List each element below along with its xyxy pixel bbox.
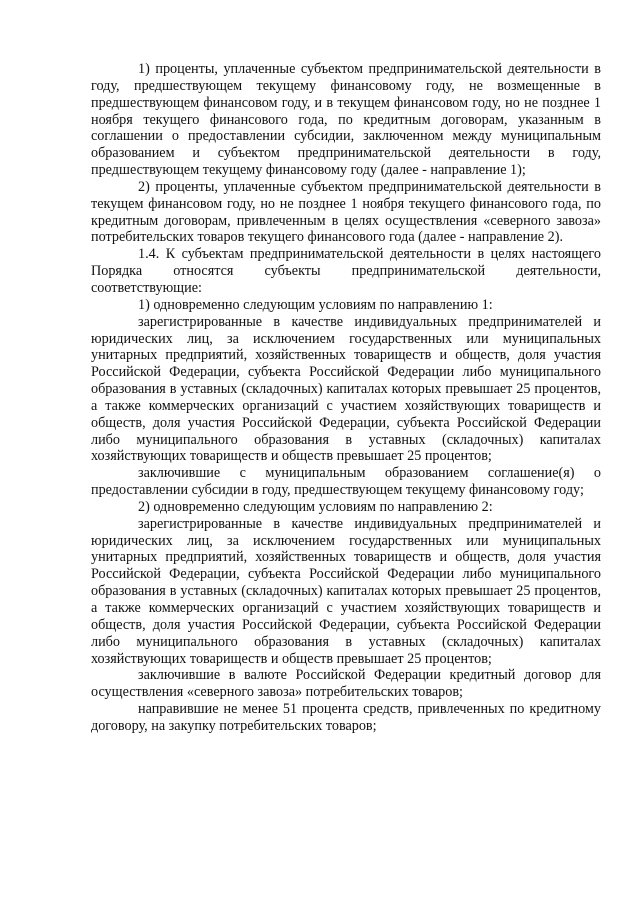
paragraph-registered-2: зарегистрированные в качестве индивидуальных предпринимателей и юридических лиц, за исключением государственных или муниципальных унитарных предприятий, хозяйственных товариществ и обществ, доля участия Российской Федерации, субъекта Российской Федерации либо муниципального образования в уставных (складочных) капиталах которых превышает 25 процентов, а также коммерческих организаций с участием хозяйствующих товариществ и обществ, доля участия Российской Федерации, субъекта Российской Федерации либо муниципального образования в уставных (складочных) капиталах хозяйствующих товариществ и обществ превышает 25 процентов;: [91, 515, 601, 667]
paragraph-registered-1: зарегистрированные в качестве индивидуальных предпринимателей и юридических лиц, за исключением государственных или муниципальных унитарных предприятий, хозяйственных товариществ и обществ, доля участия Российской Федерации, субъекта Российской Федерации либо муниципального образования в уставных (складочных) капиталах которых превышает 25 процентов, а также коммерческих организаций с участием хозяйствующих товариществ и обществ, доля участия Российской Федерации, субъекта Российской Федерации либо муниципального образования в уставных (складочных) капиталах хозяйствующих товариществ и обществ превышает 25 процентов;: [91, 313, 601, 465]
paragraph-conditions-2: 2) одновременно следующим условиям по направлению 2:: [138, 498, 493, 515]
paragraph-conditions-1: 1) одновременно следующим условиям по направлению 1:: [138, 296, 493, 313]
document-page: [91, 61, 601, 735]
paragraph-direction-1: 1) проценты, уплаченные субъектом предпринимательской деятельности в году, предшествующем текущему финансовому году, не возмещенные в предшествующем финансовом году, и в текущем финансовом году, но не позднее 1 ноября текущего финансового года, по кредитным договорам, указанным в соглашении о предоставлении субсидии, заключенном между муниципальным образованием и субъектом предпринимательской деятельности в году, предшествующем текущему финансовому году (далее - направление 1);: [91, 61, 601, 179]
paragraph-direction-2: 2) проценты, уплаченные субъектом предпринимательской деятельности в текущем финансовом году, но не позднее 1 ноября текущего финансового года, по кредитным договорам, привлеченным в целях осуществления «северного завоза» потребительских товаров текущего финансового года (далее - направление 2).: [91, 178, 601, 246]
paragraph-agreement-1: заключившие с муниципальным образованием соглашение(я) о предоставлении субсидии в году, предшествующем текущему финансовому году;: [91, 465, 601, 499]
paragraph-section-1-4: 1.4. К субъектам предпринимательской деятельности в целях настоящего Порядка относятся субъекты предпринимательской деятельности, соответствующие:: [91, 246, 601, 296]
paragraph-funds-51: направившие не менее 51 процента средств, привлеченных по кредитному договору, на закупку потребительских товаров;: [91, 701, 601, 734]
paragraph-credit-contract: заключившие в валюте Российской Федерации кредитный договор для осуществления «северного завоза» потребительских товаров;: [91, 667, 601, 701]
